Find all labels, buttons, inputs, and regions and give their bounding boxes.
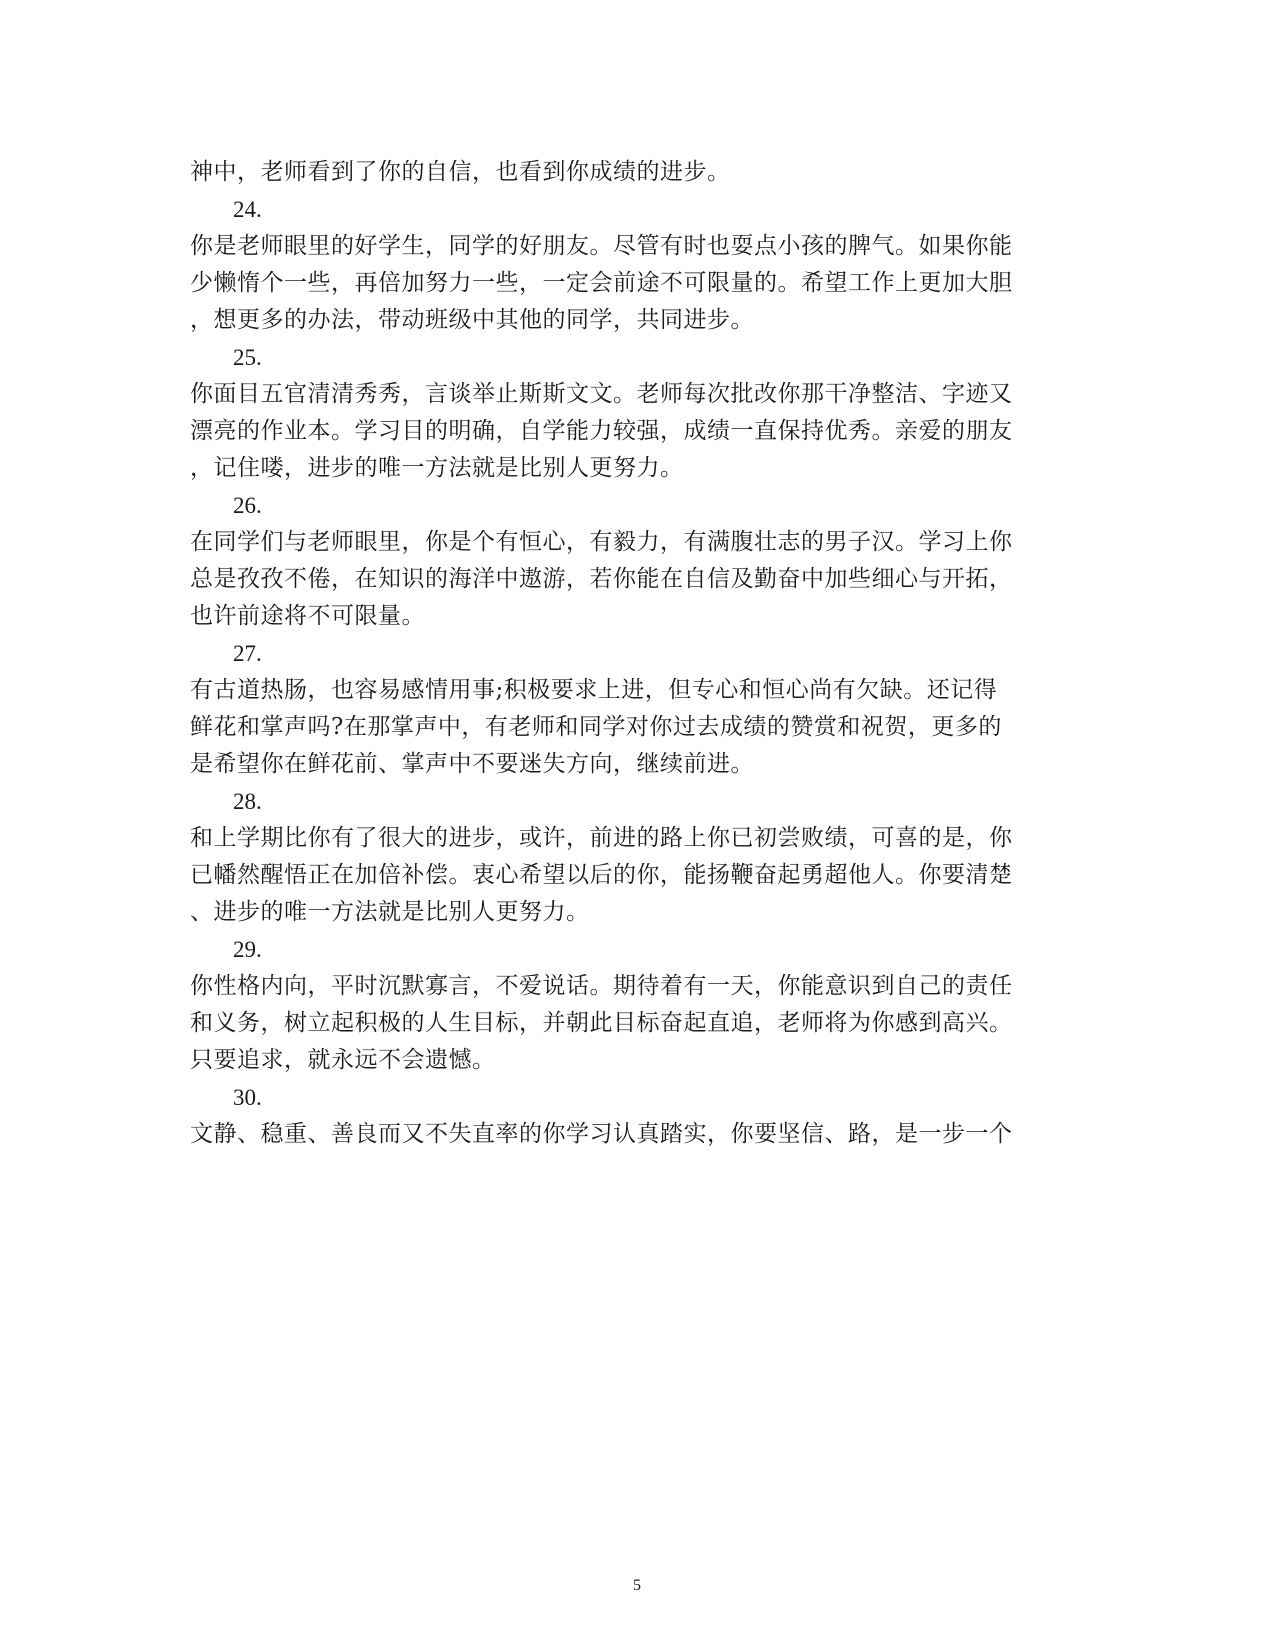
entry-text-line: 漂亮的作业本。学习目的明确，自学能力较强，成绩一直保持优秀。亲爱的朋友 (190, 418, 1013, 444)
entry-text-line: 已幡然醒悟正在加倍补偿。衷心希望以后的你，能扬鞭奋起勇超他人。你要清楚 (190, 862, 1013, 888)
entry-24 (190, 191, 1050, 339)
entry-number: 25. (233, 345, 262, 370)
entry-number: 29. (233, 937, 262, 962)
entry-text-line: ，想更多的办法，带动班级中其他的同学，共同进步。 (190, 307, 754, 333)
entry-text-line: 在同学们与老师眼里，你是个有恒心，有毅力，有满腹壮志的男子汉。学习上你 (190, 529, 1013, 555)
entry-28 (190, 783, 1050, 931)
entry-text-line: 少懒惰个一些，再倍加努力一些，一定会前途不可限量的。希望工作上更加大胆 (190, 270, 1013, 296)
entry-number: 28. (233, 789, 262, 814)
entry-25 (190, 339, 1050, 487)
entry-text-line: 文静、稳重、善良而又不失直率的你学习认真踏实，你要坚信、路，是一步一个 (190, 1121, 1013, 1147)
intro-line: 神中，老师看到了你的自信，也看到你成绩的进步。 (190, 159, 731, 185)
document-body (190, 154, 1050, 1153)
entry-text-line: 你是老师眼里的好学生，同学的好朋友。尽管有时也耍点小孩的脾气。如果你能 (190, 233, 1013, 259)
entry-text-line: 有古道热肠，也容易感情用事;积极要求上进，但专心和恒心尚有欠缺。还记得 (190, 677, 998, 703)
entry-number: 24. (233, 197, 262, 222)
entry-text-line: 和上学期比你有了很大的进步，或许，前进的路上你已初尝败绩，可喜的是，你 (190, 825, 1013, 851)
entry-number: 26. (233, 493, 262, 518)
entry-text-line: 你性格内向，平时沉默寡言，不爱说话。期待着有一天，你能意识到自己的责任 (190, 973, 1013, 999)
page-number: 5 (633, 1577, 641, 1594)
entry-30 (190, 1079, 1050, 1153)
entry-text-line: 也许前途将不可限量。 (190, 603, 425, 629)
entry-27 (190, 635, 1050, 783)
entry-text-line: 总是孜孜不倦，在知识的海洋中遨游，若你能在自信及勤奋中加些细心与开拓， (190, 566, 1013, 592)
entry-29 (190, 931, 1050, 1079)
entry-text-line: 、进步的唯一方法就是比别人更努力。 (190, 899, 590, 925)
entry-text-line: ，记住喽，进步的唯一方法就是比别人更努力。 (190, 455, 684, 481)
entry-text-line: 鲜花和掌声吗?在那掌声中，有老师和同学对你过去成绩的赞赏和祝贺，更多的 (190, 714, 1002, 740)
entry-text-line: 是希望你在鲜花前、掌声中不要迷失方向，继续前进。 (190, 751, 754, 777)
entry-number: 30. (233, 1085, 262, 1110)
entry-text-line: 只要追求，就永远不会遗憾。 (190, 1047, 496, 1073)
entry-text-line: 你面目五官清清秀秀，言谈举止斯斯文文。老师每次批改你那干净整洁、字迹又 (190, 381, 1013, 407)
entry-number: 27. (233, 641, 262, 666)
entry-26 (190, 487, 1050, 635)
entry-text-line: 和义务，树立起积极的人生目标，并朝此目标奋起直追，老师将为你感到高兴。 (190, 1010, 1013, 1036)
